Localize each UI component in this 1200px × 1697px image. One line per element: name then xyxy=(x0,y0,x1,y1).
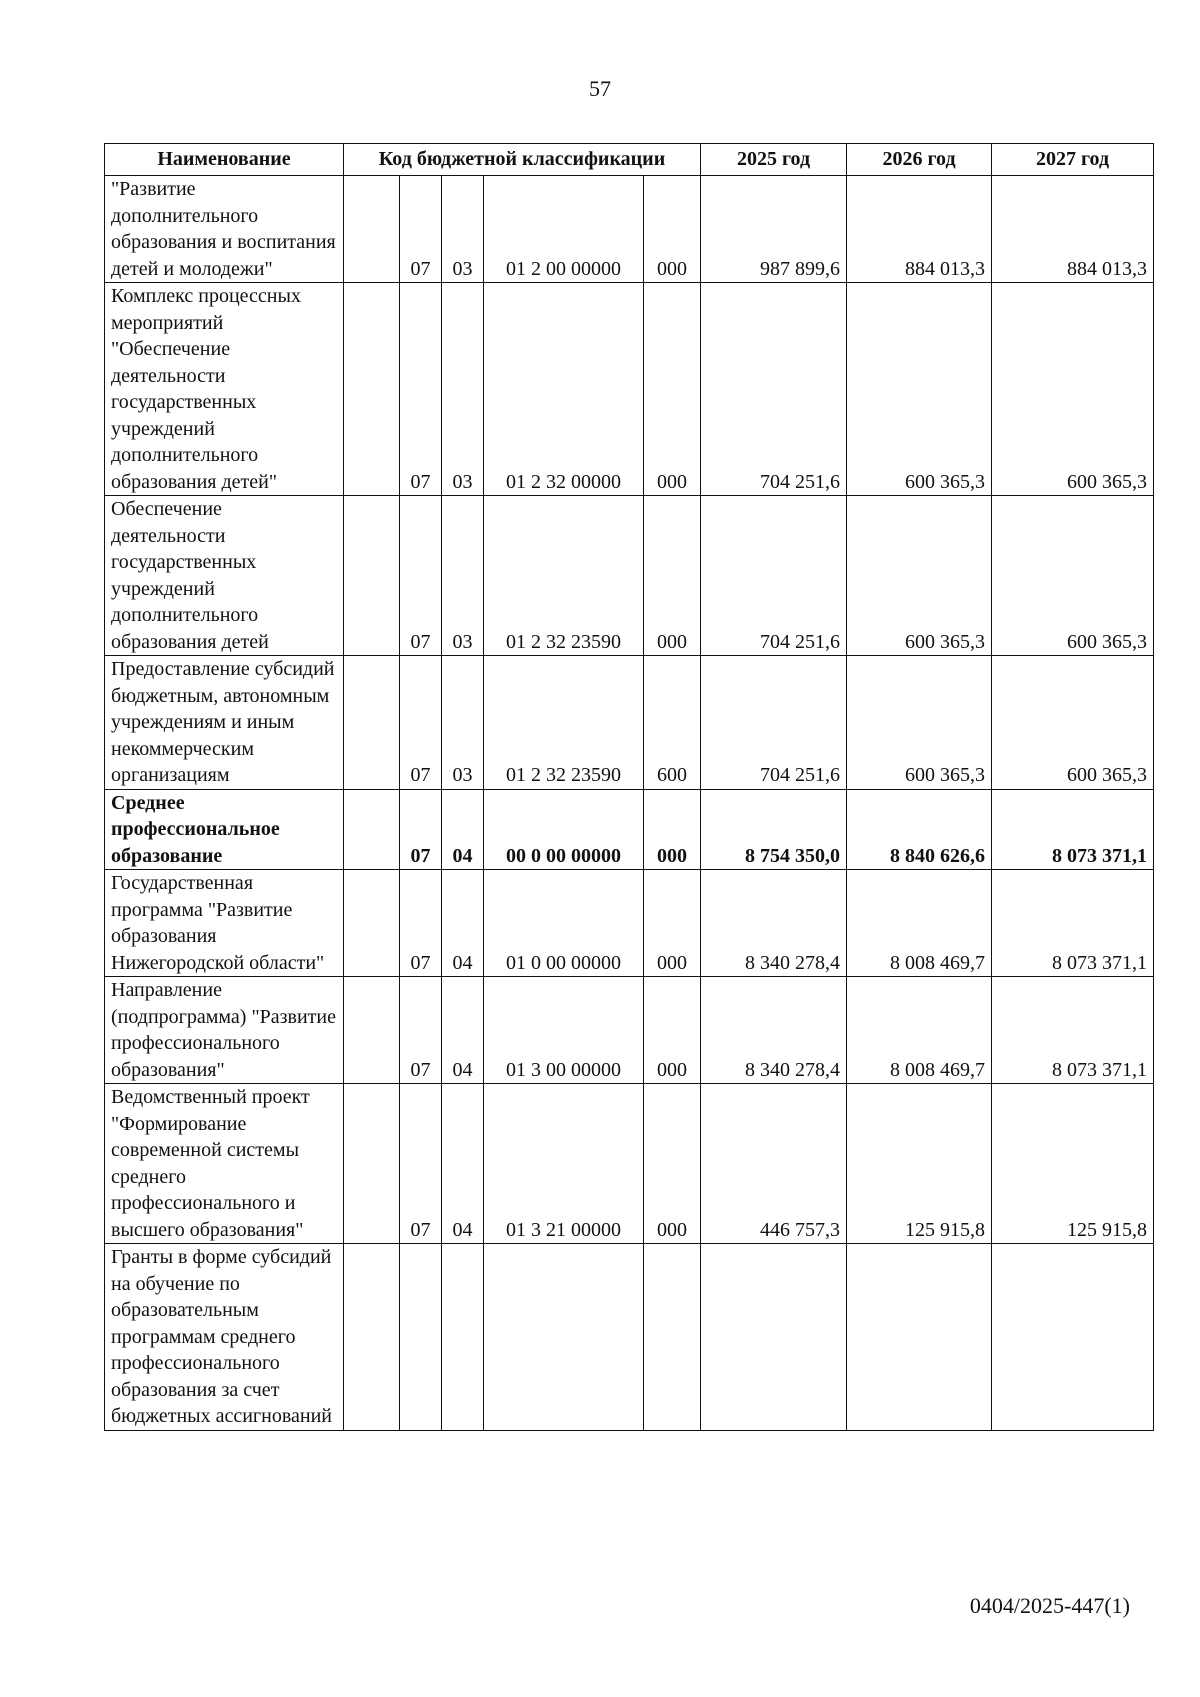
value-2025-cell: 8 754 350,0 xyxy=(701,789,847,870)
value-2026-cell: 600 365,3 xyxy=(847,283,992,496)
value-2026-cell: 600 365,3 xyxy=(847,656,992,790)
code-subsection-cell: 03 xyxy=(442,176,484,283)
value-2027-cell: 600 365,3 xyxy=(992,656,1154,790)
value-2027-cell: 884 013,3 xyxy=(992,176,1154,283)
value-2026-cell: 125 915,8 xyxy=(847,1084,992,1244)
code-empty-cell xyxy=(344,789,400,870)
row-name-cell: Государственная программа "Развитие образования Нижегородской области" xyxy=(105,870,344,977)
code-subsection-cell xyxy=(442,1244,484,1431)
value-2025-cell: 8 340 278,4 xyxy=(701,870,847,977)
table-row xyxy=(105,977,1154,1084)
code-target-item-cell: 01 2 32 00000 xyxy=(484,283,644,496)
table-row xyxy=(105,789,1154,870)
code-expense-type-cell: 000 xyxy=(644,977,701,1084)
value-2026-cell xyxy=(847,1244,992,1431)
table-row xyxy=(105,1244,1154,1431)
code-target-item-cell: 01 3 21 00000 xyxy=(484,1084,644,1244)
code-target-item-cell: 01 2 32 23590 xyxy=(484,656,644,790)
code-section-cell: 07 xyxy=(400,1084,442,1244)
code-subsection-cell: 04 xyxy=(442,870,484,977)
row-name-cell: Обеспечение деятельности государственных учреждений дополнительного образования детей xyxy=(105,496,344,656)
value-2026-cell: 600 365,3 xyxy=(847,496,992,656)
code-target-item-cell: 01 3 00 00000 xyxy=(484,977,644,1084)
code-target-item-cell: 01 2 00 00000 xyxy=(484,176,644,283)
code-section-cell: 07 xyxy=(400,656,442,790)
table-row xyxy=(105,283,1154,496)
code-target-item-cell xyxy=(484,1244,644,1431)
row-name-cell: Ведомственный проект "Формирование современной системы среднего профессионального и высшего образования" xyxy=(105,1084,344,1244)
code-subsection-cell: 04 xyxy=(442,1084,484,1244)
table-row xyxy=(105,1084,1154,1244)
table-body xyxy=(105,176,1154,1431)
header-2025: 2025 год xyxy=(701,144,847,176)
code-target-item-cell: 01 0 00 00000 xyxy=(484,870,644,977)
value-2026-cell: 8 840 626,6 xyxy=(847,789,992,870)
code-empty-cell xyxy=(344,1244,400,1431)
document-code: 0404/2025-447(1) xyxy=(969,1593,1130,1618)
code-subsection-cell: 04 xyxy=(442,977,484,1084)
page-number: 57 xyxy=(589,76,611,101)
table-row xyxy=(105,496,1154,656)
value-2027-cell: 8 073 371,1 xyxy=(992,789,1154,870)
code-empty-cell xyxy=(344,176,400,283)
code-section-cell: 07 xyxy=(400,283,442,496)
value-2025-cell: 704 251,6 xyxy=(701,283,847,496)
code-expense-type-cell: 000 xyxy=(644,496,701,656)
value-2026-cell: 8 008 469,7 xyxy=(847,870,992,977)
table-row xyxy=(105,176,1154,283)
code-section-cell: 07 xyxy=(400,789,442,870)
row-name-cell: Комплекс процессных мероприятий "Обеспечение деятельности государственных учреждений дополнительного образования детей" xyxy=(105,283,344,496)
code-empty-cell xyxy=(344,496,400,656)
value-2025-cell: 987 899,6 xyxy=(701,176,847,283)
row-name-cell: Предоставление субсидий бюджетным, автономным учреждениям и иным некоммерческим организациям xyxy=(105,656,344,790)
header-name: Наименование xyxy=(105,144,344,176)
code-section-cell: 07 xyxy=(400,176,442,283)
code-subsection-cell: 03 xyxy=(442,496,484,656)
code-section-cell xyxy=(400,1244,442,1431)
code-expense-type-cell: 000 xyxy=(644,283,701,496)
value-2025-cell: 704 251,6 xyxy=(701,496,847,656)
value-2027-cell: 600 365,3 xyxy=(992,283,1154,496)
value-2025-cell: 446 757,3 xyxy=(701,1084,847,1244)
code-expense-type-cell xyxy=(644,1244,701,1431)
code-expense-type-cell: 000 xyxy=(644,176,701,283)
code-empty-cell xyxy=(344,283,400,496)
value-2025-cell xyxy=(701,1244,847,1431)
code-section-cell: 07 xyxy=(400,870,442,977)
header-code: Код бюджетной классификации xyxy=(344,144,701,176)
value-2026-cell: 884 013,3 xyxy=(847,176,992,283)
code-subsection-cell: 03 xyxy=(442,656,484,790)
code-empty-cell xyxy=(344,1084,400,1244)
value-2027-cell xyxy=(992,1244,1154,1431)
value-2027-cell: 125 915,8 xyxy=(992,1084,1154,1244)
code-section-cell: 07 xyxy=(400,977,442,1084)
header-2026: 2026 год xyxy=(847,144,992,176)
code-expense-type-cell: 000 xyxy=(644,1084,701,1244)
code-empty-cell xyxy=(344,870,400,977)
code-target-item-cell: 01 2 32 23590 xyxy=(484,496,644,656)
row-name-cell: Среднее профессиональное образование xyxy=(105,789,344,870)
code-target-item-cell: 00 0 00 00000 xyxy=(484,789,644,870)
budget-table xyxy=(104,143,1154,1431)
code-subsection-cell: 03 xyxy=(442,283,484,496)
code-empty-cell xyxy=(344,656,400,790)
row-name-cell: Гранты в форме субсидий на обучение по образовательным программам среднего профессионального образования за счет бюджетных ассигнований xyxy=(105,1244,344,1431)
header-row xyxy=(105,144,1154,176)
value-2027-cell: 600 365,3 xyxy=(992,496,1154,656)
value-2026-cell: 8 008 469,7 xyxy=(847,977,992,1084)
row-name-cell: Направление (подпрограмма) "Развитие профессионального образования" xyxy=(105,977,344,1084)
code-expense-type-cell: 000 xyxy=(644,870,701,977)
value-2027-cell: 8 073 371,1 xyxy=(992,870,1154,977)
table-row xyxy=(105,656,1154,790)
value-2027-cell: 8 073 371,1 xyxy=(992,977,1154,1084)
row-name-cell: "Развитие дополнительного образования и воспитания детей и молодежи" xyxy=(105,176,344,283)
code-empty-cell xyxy=(344,977,400,1084)
table-row xyxy=(105,870,1154,977)
value-2025-cell: 8 340 278,4 xyxy=(701,977,847,1084)
value-2025-cell: 704 251,6 xyxy=(701,656,847,790)
code-expense-type-cell: 000 xyxy=(644,789,701,870)
header-2027: 2027 год xyxy=(992,144,1154,176)
code-section-cell: 07 xyxy=(400,496,442,656)
code-expense-type-cell: 600 xyxy=(644,656,701,790)
code-subsection-cell: 04 xyxy=(442,789,484,870)
